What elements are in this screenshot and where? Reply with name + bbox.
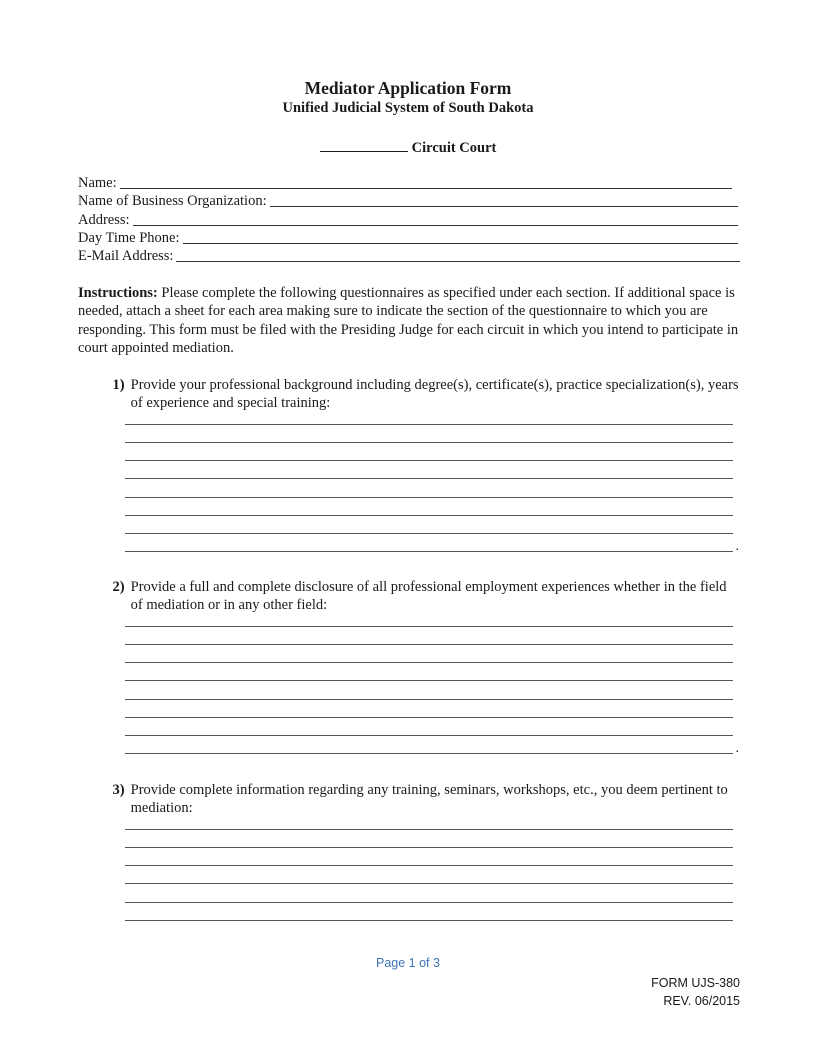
instructions-text: Please complete the following questionnaires as specified under each section. If additional space is needed, attach a sheet for each area making sure to indicate the section of the questionnaire to which you are responding. This form must be filed with the Presiding Judge for each circuit in which you intend to participate in court appointed mediation. xyxy=(78,285,739,356)
address-label: Address: xyxy=(78,211,130,228)
name-label: Name: xyxy=(78,175,117,192)
answer-line xyxy=(125,700,733,718)
name-field[interactable] xyxy=(120,176,732,189)
question-2-answer-lines xyxy=(125,609,739,757)
answer-line xyxy=(125,609,733,627)
name-row xyxy=(78,174,742,192)
business-organization-label: Name of Business Organization: xyxy=(78,193,267,210)
question-1-text: Provide your professional background including degree(s), certificate(s), practice specialization(s), years of experience and special training: xyxy=(130,377,739,412)
answer-line xyxy=(125,479,733,497)
answer-line xyxy=(125,516,733,534)
email-row xyxy=(78,247,742,265)
answer-line xyxy=(125,718,733,736)
answer-line xyxy=(125,627,733,645)
applicant-fields xyxy=(78,174,742,265)
answer-line xyxy=(125,407,733,425)
answer-line xyxy=(125,443,733,461)
address-field[interactable] xyxy=(133,213,738,226)
page-number: Page 1 of 3 xyxy=(376,956,440,970)
answer-line xyxy=(125,663,733,681)
form-title: Mediator Application Form xyxy=(304,78,512,98)
question-2 xyxy=(78,578,742,757)
question-2-number: 2) xyxy=(112,579,125,595)
instructions-paragraph xyxy=(78,284,742,357)
answer-line xyxy=(125,681,733,699)
daytime-phone-row xyxy=(78,229,742,247)
question-1-number: 1) xyxy=(112,377,125,393)
question-3 xyxy=(78,781,742,921)
question-3-number: 3) xyxy=(112,782,125,798)
address-row xyxy=(78,210,742,228)
answer-line xyxy=(125,736,733,754)
instructions-label: Instructions: xyxy=(78,285,158,301)
question-3-answer-lines xyxy=(125,812,733,921)
email-label: E-Mail Address: xyxy=(78,247,174,264)
answer-line xyxy=(125,498,733,516)
question-1 xyxy=(78,376,742,555)
question-2-text: Provide a full and complete disclosure of all professional employment experiences whether in the field of mediation or in any other field: xyxy=(130,579,727,614)
form-subtitle: Unified Judicial System of South Dakota xyxy=(282,100,534,116)
answer-line xyxy=(125,425,733,443)
end-period: . xyxy=(735,741,739,757)
answer-line xyxy=(125,812,733,830)
business-organization-field[interactable] xyxy=(270,194,738,207)
business-organization-row xyxy=(78,192,742,210)
answer-line xyxy=(125,461,733,479)
answer-line xyxy=(125,884,733,902)
end-period: . xyxy=(735,539,739,555)
answer-line xyxy=(125,830,733,848)
circuit-court-label: Circuit Court xyxy=(411,140,497,156)
email-field[interactable] xyxy=(176,249,740,262)
question-3-text: Provide complete information regarding any training, seminars, workshops, etc., you deem pertinent to mediation: xyxy=(130,782,728,817)
answer-line xyxy=(125,848,733,866)
daytime-phone-label: Day Time Phone: xyxy=(78,229,180,246)
form-identifier xyxy=(651,974,740,1010)
answer-line xyxy=(125,645,733,663)
circuit-court-line xyxy=(0,137,816,157)
form-revision: REV. 06/2015 xyxy=(663,994,740,1008)
answer-line xyxy=(125,903,733,921)
daytime-phone-field[interactable] xyxy=(183,231,738,244)
answer-line xyxy=(125,866,733,884)
circuit-number-field[interactable] xyxy=(320,137,408,152)
form-number: FORM UJS-380 xyxy=(651,976,740,990)
answer-line xyxy=(125,534,733,552)
question-1-answer-lines xyxy=(125,407,739,555)
